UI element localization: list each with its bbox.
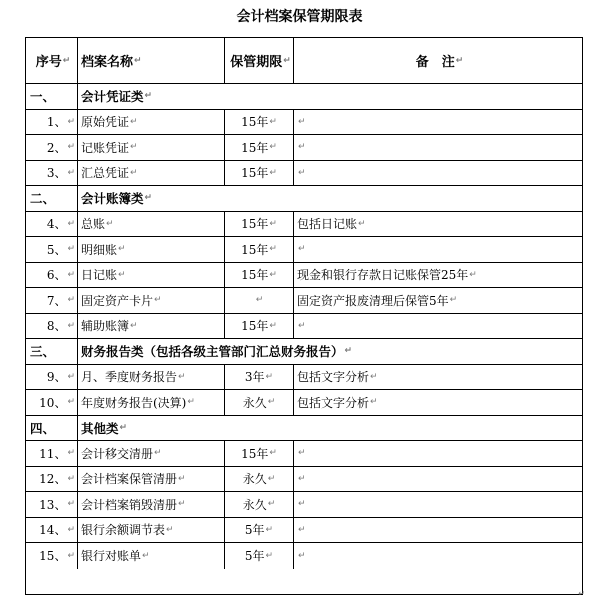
row-no: 9、 ↵ [26,365,78,391]
header-period: 保管期限 ↵ [225,38,294,84]
row-name: 原始凭证 ↵ [78,110,225,136]
row-remark: ↵ [294,467,582,493]
row-name: 总账 ↵ [78,212,225,238]
row-name: 固定资产卡片 ↵ [78,288,225,314]
header-no: 序号 ↵ [26,38,78,84]
row-name: 月、季度财务报告 ↵ [78,365,225,391]
row-name: 会计档案保管清册 ↵ [78,467,225,493]
row-name: 会计移交清册 ↵ [78,441,225,467]
row-name: 银行对账单 ↵ [78,543,225,569]
row-no: 6、 ↵ [26,263,78,289]
row-period: ↵ [225,288,294,314]
row-remark: ↵ [294,518,582,544]
row-no: 1、 ↵ [26,110,78,136]
row-no: 2、 ↵ [26,135,78,161]
row-no: 10、 ↵ [26,390,78,416]
row-no: 8、 ↵ [26,314,78,340]
row-remark: ↵ [298,550,306,561]
row-name: 日记账 ↵ [78,263,225,289]
row-no: 15、 ↵ [26,543,78,569]
row-period: 15年 ↵ [225,135,294,161]
section-label: 其他类 ↵ [78,416,582,442]
row-name: 年度财务报告(决算) ↵ [78,390,225,416]
row-name: 明细账 ↵ [78,237,225,263]
end-mark: ↵ [578,589,585,598]
section-no: 一、 [26,84,78,110]
row-no: 13、 ↵ [26,492,78,518]
section-no: 四、 [26,416,78,442]
row-remark: 现金和银行存款日记账保管25年 ↵ [294,263,582,289]
row-remark: ↵ [294,161,582,187]
header-remark: 备 注 ↵ [294,38,582,84]
row-remark: ↵ [294,314,582,340]
row-period: 15年 ↵ [225,110,294,136]
row-no: 12、 ↵ [26,467,78,493]
document-title: 会计档案保管期限表 [236,9,363,25]
section-no: 二、 [26,186,78,212]
row-remark: ↵ [294,237,582,263]
row-no: 11、 ↵ [26,441,78,467]
row-no: 5、 ↵ [26,237,78,263]
row-remark: ↵ [294,135,582,161]
row-name: 辅助账簿 ↵ [78,314,225,340]
row-remark: ↵ [294,110,582,136]
row-period: 永久 ↵ [225,467,294,493]
row-remark: 包括文字分析 ↵ [294,365,582,391]
section-label: 会计凭证类 ↵ [78,84,582,110]
row-period: 15年 ↵ [225,237,294,263]
row-period: 5年 ↵ [225,518,294,544]
row-name: 汇总凭证 ↵ [78,161,225,187]
row-no: 4、 ↵ [26,212,78,238]
retention-table [25,37,583,595]
row-period: 15年 ↵ [225,314,294,340]
row-name: 记账凭证 ↵ [78,135,225,161]
row-remark: ↵ [294,492,582,518]
row-period: 永久 ↵ [225,390,294,416]
row-remark: 固定资产报废清理后保管5年 ↵ [294,288,582,314]
section-label: 会计账簿类 ↵ [78,186,582,212]
row-no: 3、 ↵ [26,161,78,187]
row-period: 5年 ↵ [225,543,294,569]
row-remark: 包括日记账 ↵ [294,212,582,238]
row-period: 15年 ↵ [225,212,294,238]
row-remark: ↵ [294,441,582,467]
row-no: 14、 ↵ [26,518,78,544]
section-label: 财务报告类（包括各级主管部门汇总财务报告） ↵ [78,339,582,365]
row-period: 15年 ↵ [225,441,294,467]
row-period: 15年 ↵ [225,263,294,289]
row-period: 15年 ↵ [225,161,294,187]
header-name: 档案名称 ↵ [78,38,225,84]
section-no: 三、 [26,339,78,365]
row-period: 3年 ↵ [225,365,294,391]
row-name: 会计档案销毁清册 ↵ [78,492,225,518]
row-remark: 包括文字分析 ↵ [294,390,582,416]
row-name: 银行余额调节表 ↵ [78,518,225,544]
row-no: 7、 ↵ [26,288,78,314]
row-period: 永久 ↵ [225,492,294,518]
